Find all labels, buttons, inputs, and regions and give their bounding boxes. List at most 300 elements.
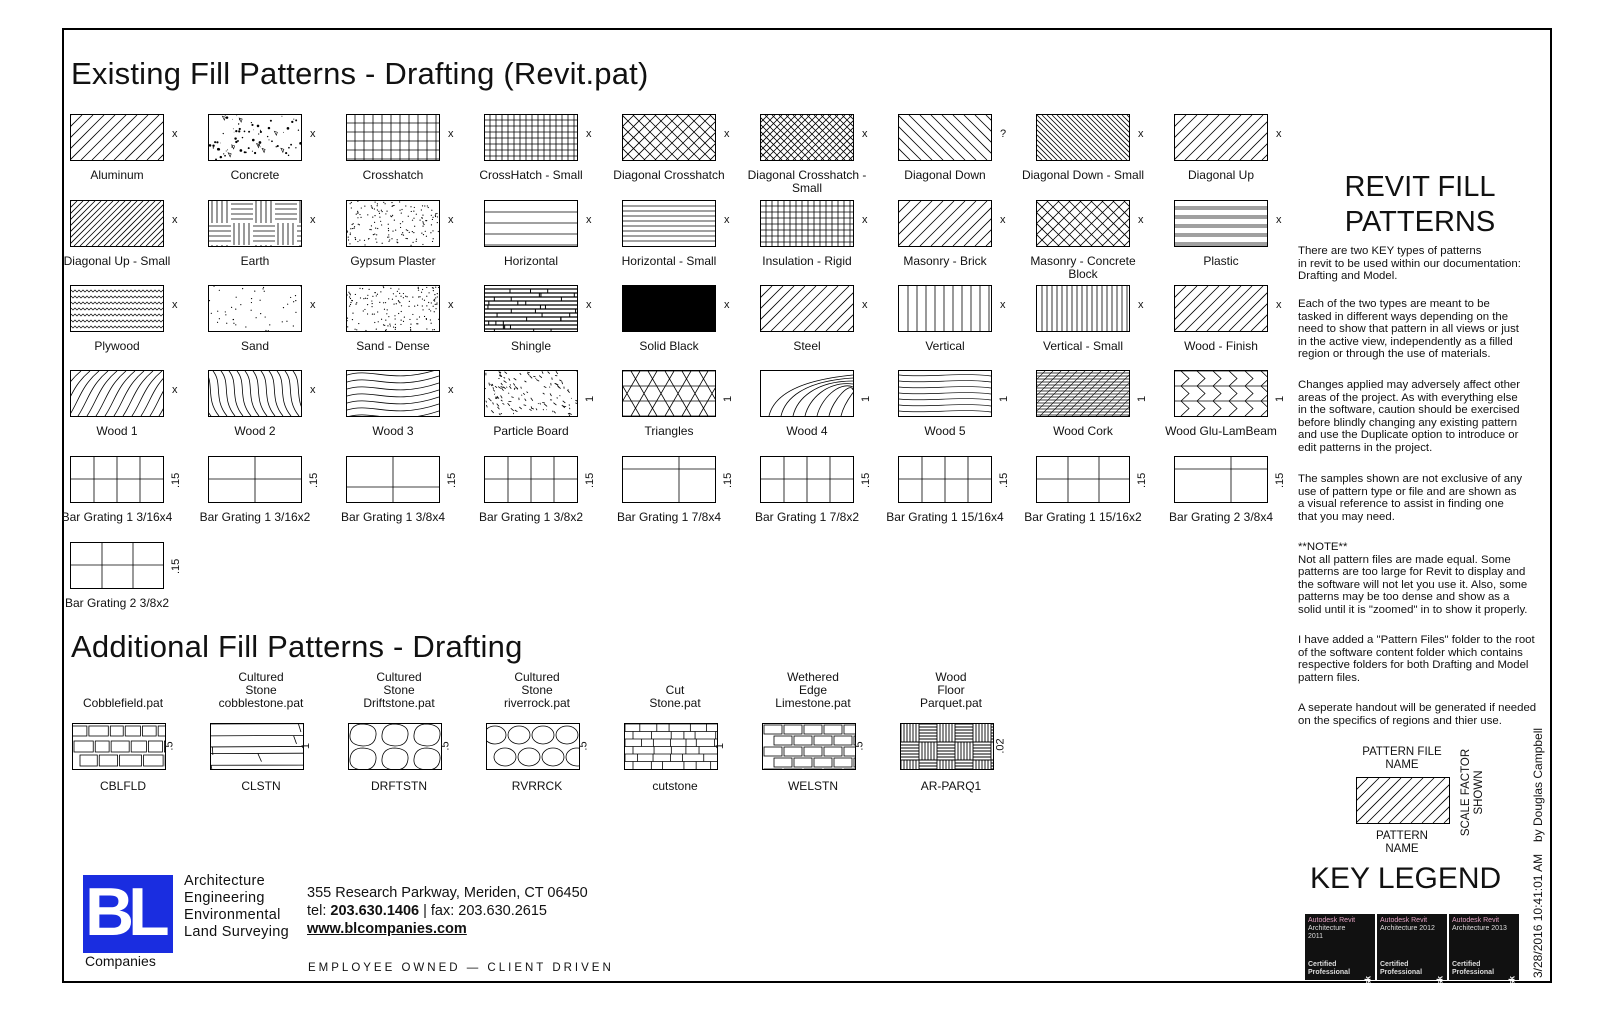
legend-file-label: PATTERN FILE NAME: [1362, 746, 1442, 771]
badge-autodesk-mark: Autodesk: [1507, 976, 1516, 1013]
scale-factor: .15: [170, 558, 182, 574]
pattern-graphic: [71, 457, 163, 502]
pattern-graphic: [485, 201, 577, 246]
pattern-file-name: Cobblefield.pat: [82, 696, 164, 710]
pattern-cell-diagonal-up: [1166, 114, 1304, 200]
pattern-swatch-diagonal-up: [1174, 114, 1268, 161]
pattern-swatch-wood-2: [208, 370, 302, 417]
pattern-name: Vertical: [925, 339, 965, 353]
pattern-graphic: [209, 201, 301, 246]
pattern-graphic: [347, 115, 439, 160]
legend-diag-pattern: [1357, 778, 1449, 823]
pattern-cell-plywood: [62, 285, 200, 371]
pattern-swatch-bar-grating-1-3-8x2: [484, 456, 578, 503]
certification-badge: [1449, 914, 1519, 1013]
pattern-graphic: [209, 286, 301, 331]
pattern-cell-diagonal-up-small: [62, 200, 200, 286]
pattern-swatch-insulation-rigid: [760, 200, 854, 247]
scale-factor: x: [586, 299, 592, 311]
pattern-cell-concrete: [200, 114, 338, 200]
legend-title: KEY LEGEND: [1310, 862, 1502, 895]
pattern-swatch-bar-grating-2-3-8x4: [1174, 456, 1268, 503]
pattern-name: Wood Cork: [1053, 424, 1113, 438]
pattern-name: Diagonal Crosshatch: [613, 168, 725, 182]
pattern-name: Masonry - Concrete Block: [1030, 254, 1136, 281]
pattern-swatch-solid-black: [622, 285, 716, 332]
pattern-swatch-bar-grating-1-15-16x4: [898, 456, 992, 503]
scale-factor: x: [1138, 214, 1144, 226]
pattern-name: Diagonal Down - Small: [1021, 168, 1145, 182]
scale-factor: 1: [722, 395, 734, 402]
pattern-swatch-bar-grating-1-3-8x4: [346, 456, 440, 503]
badge-brand: Autodesk Revit: [1452, 917, 1500, 924]
scale-factor: x: [172, 214, 178, 226]
pattern-name: Aluminum: [90, 168, 144, 182]
scale-factor: x: [448, 384, 454, 396]
pattern-name: RVRRCK: [511, 779, 563, 793]
scale-factor: x: [862, 299, 868, 311]
pattern-name: Diagonal Crosshatch - Small: [747, 168, 867, 195]
sidebar-para-2: Each of the two types are meant to be tasked in different ways depending on the need to show that pattern in all views or just in the active view, independently as a filled region or through the use of materials.: [1298, 298, 1519, 361]
pattern-name: CrossHatch - Small: [479, 168, 583, 182]
pattern-name: Particle Board: [493, 424, 569, 438]
pattern-file-name: Cut Stone.pat: [649, 683, 701, 710]
pattern-graphic: [761, 115, 853, 160]
scale-factor: x: [1276, 299, 1282, 311]
badge-autodesk-mark: Autodesk: [1363, 976, 1372, 1013]
pattern-graphic: [1037, 286, 1129, 331]
pattern-swatch-sand-dense: [346, 285, 440, 332]
pattern-graphic: [347, 286, 439, 331]
pattern-cell-wood-finish: [1166, 285, 1304, 371]
scale-factor: x: [1138, 299, 1144, 311]
pattern-swatch-ar-parq1: [900, 723, 994, 770]
pattern-cell-diagonal-down-small: [1021, 114, 1166, 200]
pattern-graphic: [1175, 115, 1267, 160]
pattern-name: Bar Grating 1 3/8x2: [478, 510, 584, 524]
legend-name-label: PATTERN NAME: [1376, 830, 1428, 855]
pattern-name: Bar Grating 1 3/8x4: [340, 510, 446, 524]
pattern-graphic: [899, 115, 991, 160]
firm-address: 355 Research Parkway, Meriden, CT 06450: [307, 885, 588, 901]
badge-certification: Certified Professional: [1380, 961, 1423, 976]
pattern-cell-bar-grating-1-3-16x4: [62, 456, 200, 542]
pattern-cell-wood-1: [62, 370, 200, 456]
pattern-swatch-wood-glu-lambeam: [1174, 370, 1268, 417]
pattern-swatch-diagonal-crosshatch-small: [760, 114, 854, 161]
badge-certification: Certified Professional: [1452, 961, 1495, 976]
pattern-name: Vertical - Small: [1042, 339, 1124, 353]
tel-number: 203.630.1406: [330, 903, 420, 919]
pattern-name: Gypsum Plaster: [350, 254, 436, 268]
scale-factor: .5: [577, 741, 590, 751]
scale-factor: .15: [1274, 472, 1286, 488]
firm-disciplines: Architecture Engineering Environmental Land Surveying: [184, 873, 289, 940]
scale-factor: .15: [308, 472, 320, 488]
pattern-cell-masonry-concrete-block: [1028, 200, 1166, 286]
scale-factor: x: [586, 128, 592, 140]
pattern-graphic: [1175, 457, 1267, 502]
pattern-cell-vertical: [890, 285, 1028, 371]
pattern-cell-vertical-small: [1028, 285, 1166, 371]
scale-factor: .15: [722, 472, 734, 488]
pattern-swatch-concrete: [208, 114, 302, 161]
sidebar-para-3: Changes applied may adversely affect other areas of the project. As with everything else in the software, caution should be exercised before blindly changing any existing pattern and use the Duplicate option to introduce or edit patterns in the project.: [1298, 379, 1521, 454]
pattern-cell-horizontal: [476, 200, 614, 286]
pattern-cell-particle-board: [476, 370, 614, 456]
pattern-cell-masonry-brick: [890, 200, 1028, 286]
pattern-cell-wood-2: [200, 370, 338, 456]
pattern-name: Bar Grating 1 15/16x4: [886, 510, 1004, 524]
pattern-name: Bar Grating 1 7/8x2: [754, 510, 860, 524]
scale-factor: x: [586, 214, 592, 226]
badge-certification: Certified Professional: [1308, 961, 1351, 976]
pattern-swatch-bar-grating-1-3-16x4: [70, 456, 164, 503]
pattern-name: CLSTN: [241, 779, 281, 793]
scale-factor: x: [172, 384, 178, 396]
pattern-cell-insulation-rigid: [752, 200, 890, 286]
pattern-name: Bar Grating 2 3/8x2: [64, 596, 170, 610]
pattern-name: Crosshatch: [362, 168, 424, 182]
pattern-graphic: [485, 115, 577, 160]
scale-factor: .5: [439, 741, 452, 751]
pattern-graphic: [901, 724, 993, 769]
pattern-name: WELSTN: [787, 779, 838, 793]
pattern-graphic: [1037, 201, 1129, 246]
pattern-name: Plastic: [1203, 254, 1239, 268]
pattern-graphic: [485, 286, 577, 331]
pattern-cell-crosshatch: [338, 114, 476, 200]
pattern-name: Horizontal: [503, 254, 559, 268]
pattern-cell-diagonal-crosshatch: [614, 114, 752, 200]
pattern-name: Bar Grating 1 3/16x4: [61, 510, 173, 524]
pattern-graphic: [209, 457, 301, 502]
pattern-swatch-diagonal-crosshatch: [622, 114, 716, 161]
pattern-graphic: [211, 724, 303, 769]
scale-factor: x: [310, 299, 316, 311]
pattern-graphic: [71, 201, 163, 246]
pattern-name: Concrete: [230, 168, 280, 182]
pattern-cell-wood-glu-lambeam: [1166, 370, 1304, 456]
pattern-swatch-crosshatch: [346, 114, 440, 161]
pattern-swatch-masonry-brick: [898, 200, 992, 247]
scale-factor: x: [862, 214, 868, 226]
pattern-swatch-bar-grating-2-3-8x2: [70, 542, 164, 589]
pattern-cell-wood-cork: [1028, 370, 1166, 456]
sidebar-title: REVIT FILL PATTERNS: [1344, 171, 1496, 238]
pattern-name: Wood 1: [96, 424, 138, 438]
pattern-cell-bar-grating-2-3-8x2: [62, 542, 200, 628]
pattern-graphic: [625, 724, 717, 769]
pattern-swatch-shingle: [484, 285, 578, 332]
pattern-swatch-earth: [208, 200, 302, 247]
pattern-name: Solid Black: [639, 339, 699, 353]
scale-factor: x: [1000, 214, 1006, 226]
scale-factor: .15: [170, 472, 182, 488]
pattern-graphic: [623, 115, 715, 160]
pattern-cell-plastic: [1166, 200, 1304, 286]
pattern-cell-sand: [200, 285, 338, 371]
pattern-swatch-rvrrck: [486, 723, 580, 770]
scale-factor: 1: [714, 742, 727, 750]
pattern-swatch-triangles: [622, 370, 716, 417]
logo-letters: BL: [85, 874, 164, 950]
additional-pattern-cell-ar-parq1: [890, 668, 1028, 798]
pattern-swatch-wood-5: [898, 370, 992, 417]
pattern-cell-bar-grating-1-7-8x2: [752, 456, 890, 542]
pattern-name: Insulation - Rigid: [762, 254, 852, 268]
pattern-graphic: [899, 286, 991, 331]
logo-companies-text: Companies: [85, 953, 156, 969]
pattern-graphic: [1175, 201, 1267, 246]
firm-contact: [307, 884, 588, 938]
firm-phone-line: [307, 902, 588, 920]
pattern-swatch-diagonal-down: [898, 114, 992, 161]
existing-patterns-title: Existing Fill Patterns - Drafting (Revit.pat): [71, 56, 649, 91]
fax-number: | fax: 203.630.2615: [419, 903, 548, 919]
scale-factor: x: [1000, 299, 1006, 311]
scale-factor: 1: [998, 395, 1010, 402]
pattern-cell-bar-grating-1-15-16x4: [886, 456, 1028, 542]
tel-label: tel:: [307, 903, 331, 919]
scale-factor: x: [724, 299, 730, 311]
pattern-name: Wood 3: [372, 424, 414, 438]
pattern-graphic: [71, 286, 163, 331]
pattern-cell-triangles: [614, 370, 752, 456]
pattern-file-name: Cultured Stone riverrock.pat: [503, 670, 571, 710]
scale-factor: x: [1276, 214, 1282, 226]
print-timestamp: 3/28/2016 10:41:01 AM: [1531, 853, 1545, 978]
pattern-name: Triangles: [644, 424, 694, 438]
pattern-swatch-bar-grating-1-7-8x4: [622, 456, 716, 503]
scale-factor: x: [310, 384, 316, 396]
pattern-file-name: Cultured Stone cobblestone.pat: [218, 670, 304, 710]
sidebar-para-1: There are two KEY types of patterns in revit to be used within our documentation: Drafting and Model.: [1298, 245, 1521, 283]
scale-factor: 1: [860, 395, 872, 402]
pattern-name: Bar Grating 1 15/16x2: [1024, 510, 1142, 524]
pattern-graphic: [73, 724, 165, 769]
pattern-cell-wood-5: [890, 370, 1028, 456]
pattern-swatch-plywood: [70, 285, 164, 332]
scale-factor: .5: [853, 741, 866, 751]
scale-factor: x: [724, 128, 730, 140]
scale-factor: x: [172, 299, 178, 311]
scale-factor: .15: [584, 472, 596, 488]
pattern-cell-gypsum-plaster: [338, 200, 476, 286]
sidebar-para-7: A seperate handout will be generated if needed on the specifics of regions and thier use.: [1298, 702, 1537, 727]
pattern-name: Diagonal Up: [1187, 168, 1255, 182]
pattern-swatch-vertical: [898, 285, 992, 332]
badge-product: Architecture 2013: [1452, 925, 1507, 932]
pattern-name: Wood 2: [234, 424, 276, 438]
pattern-cell-sand-dense: [338, 285, 476, 371]
pattern-graphic: [1175, 371, 1267, 416]
pattern-name: Wood - Finish: [1184, 339, 1258, 353]
pattern-swatch-wood-1: [70, 370, 164, 417]
pattern-name: Plywood: [94, 339, 140, 353]
pattern-graphic: [1175, 286, 1267, 331]
scale-factor: x: [724, 214, 730, 226]
scale-factor: x: [448, 214, 454, 226]
pattern-name: Diagonal Down: [904, 168, 986, 182]
pattern-swatch-horizontal-small: [622, 200, 716, 247]
legend-scale-label: SCALE FACTOR SHOWN: [1460, 748, 1485, 837]
scale-factor: .02: [994, 738, 1007, 754]
pattern-swatch-particle-board: [484, 370, 578, 417]
pattern-swatch-bar-grating-1-15-16x2: [1036, 456, 1130, 503]
pattern-graphic: [761, 371, 853, 416]
pattern-graphic: [349, 724, 441, 769]
pattern-file-name: Wood Floor Parquet.pat: [919, 670, 983, 710]
pattern-graphic: [71, 115, 163, 160]
pattern-name: Bar Grating 1 3/16x2: [199, 510, 311, 524]
pattern-swatch-gypsum-plaster: [346, 200, 440, 247]
pattern-graphic: [347, 371, 439, 416]
pattern-cell-aluminum: [62, 114, 200, 200]
pattern-graphic: [623, 201, 715, 246]
pattern-name: Wood 5: [924, 424, 966, 438]
pattern-name: Shingle: [510, 339, 552, 353]
scale-factor: 1: [1136, 395, 1148, 402]
pattern-name: Sand - Dense: [356, 339, 430, 353]
pattern-graphic: [899, 457, 991, 502]
pattern-swatch-bar-grating-1-7-8x2: [760, 456, 854, 503]
pattern-name: Masonry - Brick: [903, 254, 987, 268]
pattern-name: Wood 4: [786, 424, 828, 438]
pattern-name: Earth: [240, 254, 270, 268]
pattern-swatch-masonry-concrete-block: [1036, 200, 1130, 247]
pattern-name: DRFTSTN: [371, 779, 427, 793]
pattern-cell-wood-4: [752, 370, 890, 456]
pattern-graphic: [347, 457, 439, 502]
scale-factor: .15: [998, 472, 1010, 488]
scale-factor: 1: [1274, 395, 1286, 402]
certification-badge: [1377, 914, 1447, 1013]
pattern-swatch-diagonal-up-small: [70, 200, 164, 247]
pattern-cell-earth: [200, 200, 338, 286]
pattern-swatch-cutstone: [624, 723, 718, 770]
pattern-cell-steel: [752, 285, 890, 371]
badge-product: Architecture 2011: [1308, 925, 1346, 940]
pattern-cell-diagonal-down: [890, 114, 1028, 200]
pattern-graphic: [347, 201, 439, 246]
scale-factor: x: [310, 214, 316, 226]
firm-tagline: EMPLOYEE OWNED — CLIENT DRIVEN: [308, 962, 614, 974]
pattern-graphic: [763, 724, 855, 769]
pattern-swatch-drftstn: [348, 723, 442, 770]
pattern-name: Horizontal - Small: [621, 254, 717, 268]
pattern-swatch-wood-finish: [1174, 285, 1268, 332]
pattern-name: Bar Grating 1 7/8x4: [616, 510, 722, 524]
pattern-cell-bar-grating-1-7-8x4: [614, 456, 752, 542]
pattern-cell-bar-grating-1-3-8x2: [476, 456, 614, 542]
sidebar-para-6: I have added a "Pattern Files" folder to the root of the software content folder which contains respective folders for both Drafting and Model pattern files.: [1298, 634, 1535, 684]
scale-factor: x: [862, 128, 868, 140]
pattern-name: Bar Grating 2 3/8x4: [1168, 510, 1274, 524]
scale-factor: .15: [1136, 472, 1148, 488]
pattern-cell-bar-grating-2-3-8x4: [1166, 456, 1304, 542]
pattern-swatch-wood-3: [346, 370, 440, 417]
additional-pattern-cell-drftstn: [338, 668, 476, 798]
badge-autodesk-mark: Autodesk: [1435, 976, 1444, 1013]
pattern-name: Steel: [793, 339, 821, 353]
pattern-graphic: [71, 371, 163, 416]
pattern-file-name: Cultured Stone Driftstone.pat: [363, 670, 435, 710]
badge-product: Architecture 2012: [1380, 925, 1435, 932]
sidebar-para-4: The samples shown are not exclusive of any use of pattern type or file and are shown as a visual reference to assist in finding one that you may need.: [1298, 473, 1523, 523]
badge-brand: Autodesk Revit: [1380, 917, 1428, 924]
pattern-graphic: [209, 371, 301, 416]
pattern-name: Wood Glu-LamBeam: [1165, 424, 1277, 438]
scale-factor: x: [448, 128, 454, 140]
pattern-cell-wood-3: [338, 370, 476, 456]
pattern-cell-horizontal-small: [614, 200, 752, 286]
scale-factor: .5: [163, 741, 176, 751]
scale-factor: .15: [860, 472, 872, 488]
scale-factor: x: [310, 128, 316, 140]
pattern-swatch-vertical-small: [1036, 285, 1130, 332]
pattern-graphic: [899, 371, 991, 416]
pattern-graphic: [485, 371, 577, 416]
scale-factor: 1: [300, 742, 313, 750]
pattern-graphic: [1037, 115, 1129, 160]
pattern-name: Diagonal Up - Small: [63, 254, 171, 268]
pattern-cell-crosshatch-small: [476, 114, 614, 200]
certification-badge: [1305, 914, 1375, 1013]
pattern-graphic: [487, 724, 579, 769]
pattern-swatch-wood-4: [760, 370, 854, 417]
pattern-graphic: [209, 115, 301, 160]
additional-pattern-cell-cutstone: [614, 668, 752, 798]
scale-factor: x: [1276, 128, 1282, 140]
pattern-graphic: [899, 201, 991, 246]
pattern-graphic: [623, 457, 715, 502]
author-credit: by Douglas Campbell: [1531, 727, 1545, 842]
legend-sample-swatch: [1356, 777, 1450, 824]
pattern-swatch-horizontal: [484, 200, 578, 247]
additional-pattern-cell-rvrrck: [476, 668, 614, 798]
pattern-swatch-plastic: [1174, 200, 1268, 247]
pattern-graphic: [761, 457, 853, 502]
pattern-graphic: [1037, 371, 1129, 416]
pattern-graphic: [1037, 457, 1129, 502]
firm-website-link[interactable]: www.blcompanies.com: [307, 921, 467, 937]
pattern-name: Sand: [240, 339, 270, 353]
pattern-cell-bar-grating-1-3-16x2: [200, 456, 338, 542]
pattern-swatch-sand: [208, 285, 302, 332]
pattern-swatch-clstn: [210, 723, 304, 770]
pattern-swatch-diagonal-down-small: [1036, 114, 1130, 161]
pattern-cell-bar-grating-1-3-8x4: [338, 456, 476, 542]
pattern-cell-diagonal-crosshatch-small: [747, 114, 890, 200]
badge-brand: Autodesk Revit: [1308, 917, 1356, 924]
pattern-swatch-cblfld: [72, 723, 166, 770]
pattern-cell-shingle: [476, 285, 614, 371]
bl-logo: [83, 875, 173, 955]
additional-pattern-cell-clstn: [200, 668, 338, 798]
pattern-cell-solid-black: [614, 285, 752, 371]
additional-patterns-title: Additional Fill Patterns - Drafting: [71, 629, 523, 664]
scale-factor: .15: [446, 472, 458, 488]
pattern-file-name: Wethered Edge Limestone.pat: [775, 670, 851, 710]
pattern-swatch-aluminum: [70, 114, 164, 161]
additional-pattern-cell-welstn: [752, 668, 890, 798]
pattern-graphic: [623, 371, 715, 416]
scale-factor: x: [172, 128, 178, 140]
pattern-swatch-steel: [760, 285, 854, 332]
pattern-name: AR-PARQ1: [920, 779, 982, 793]
pattern-graphic: [71, 543, 163, 588]
